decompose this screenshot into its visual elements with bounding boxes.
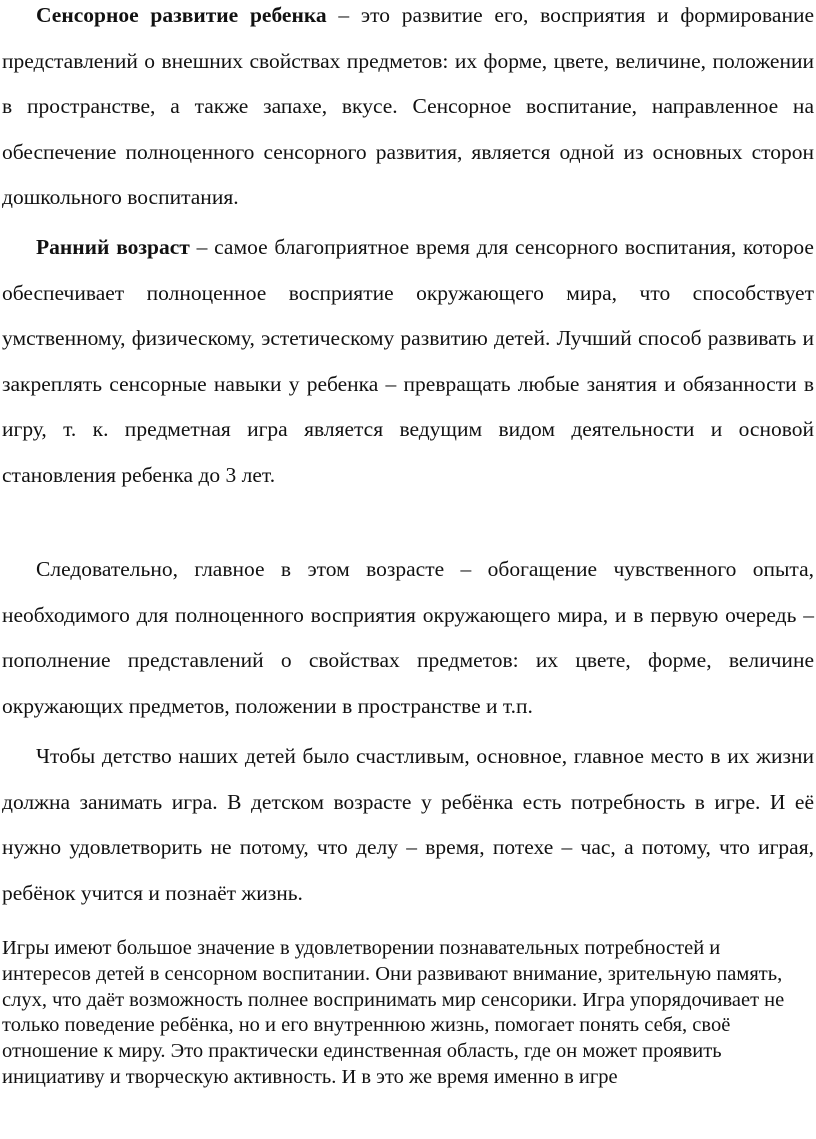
paragraph-text: – самое благоприятное время для сенсорного воспитания, которое обеспечивает полноценное восприятие окружающего мира, что способствует умственному, физическому, эстетическому развитию детей. Лучший способ развивать и закреплять сенсорные навыки у ребенка – превращать любые занятия и обязанности в игру, т. к. предметная игра является ведущим видом деятельности и основой становления ребенка до 3 лет.	[2, 235, 814, 487]
paragraph-sensory-development	[2, 0, 814, 221]
term-sensory-development: Сенсорное развитие ребенка	[36, 3, 327, 27]
paragraph-games-importance: Игры имеют большое значение в удовлетворении познавательных потребностей и интересов детей в сенсорном воспитании. Они развивают внимание, зрительную память, слух, что даёт возможность полнее воспринимать мир сенсорики. Игра упорядочивает не только поведение ребёнка, но и его внутреннюю жизнь, помогает понять себя, своё отношение к миру. Это практически единственная область, где он может проявить инициативу и творческую активность. И в это же время именно в игре	[2, 937, 785, 1088]
paragraph-childhood-play: Чтобы детство наших детей было счастливым, основное, главное место в их жизни должна занимать игра. В детском возрасте у ребёнка есть потребность в игре. И её нужно удовлетворить не потому, что делу – время, потехе – час, а потому, что играя, ребёнок учится и познаёт жизнь.	[2, 744, 814, 905]
term-early-age: Ранний возраст	[36, 235, 190, 259]
paragraph-early-age	[2, 225, 814, 499]
paragraph-consequently: Следовательно, главное в этом возрасте – обогащение чувственного опыта, необходимого для полноценного восприятия окружающего мира, и в первую очередь – пополнение представлений о свойствах предметов: их цвете, форме, величине окружающих предметов, положении в пространстве и т.п.	[2, 557, 814, 718]
paragraph-text: – это развитие его, восприятия и формирование представлений о внешних свойствах предметов: их форме, цвете, величине, положении в пространстве, а также запахе, вкусе. Сенсорное воспитание, направленное на обеспечение полноценного сенсорного развития, является одной из основных сторон дошкольного воспитания.	[2, 3, 815, 210]
